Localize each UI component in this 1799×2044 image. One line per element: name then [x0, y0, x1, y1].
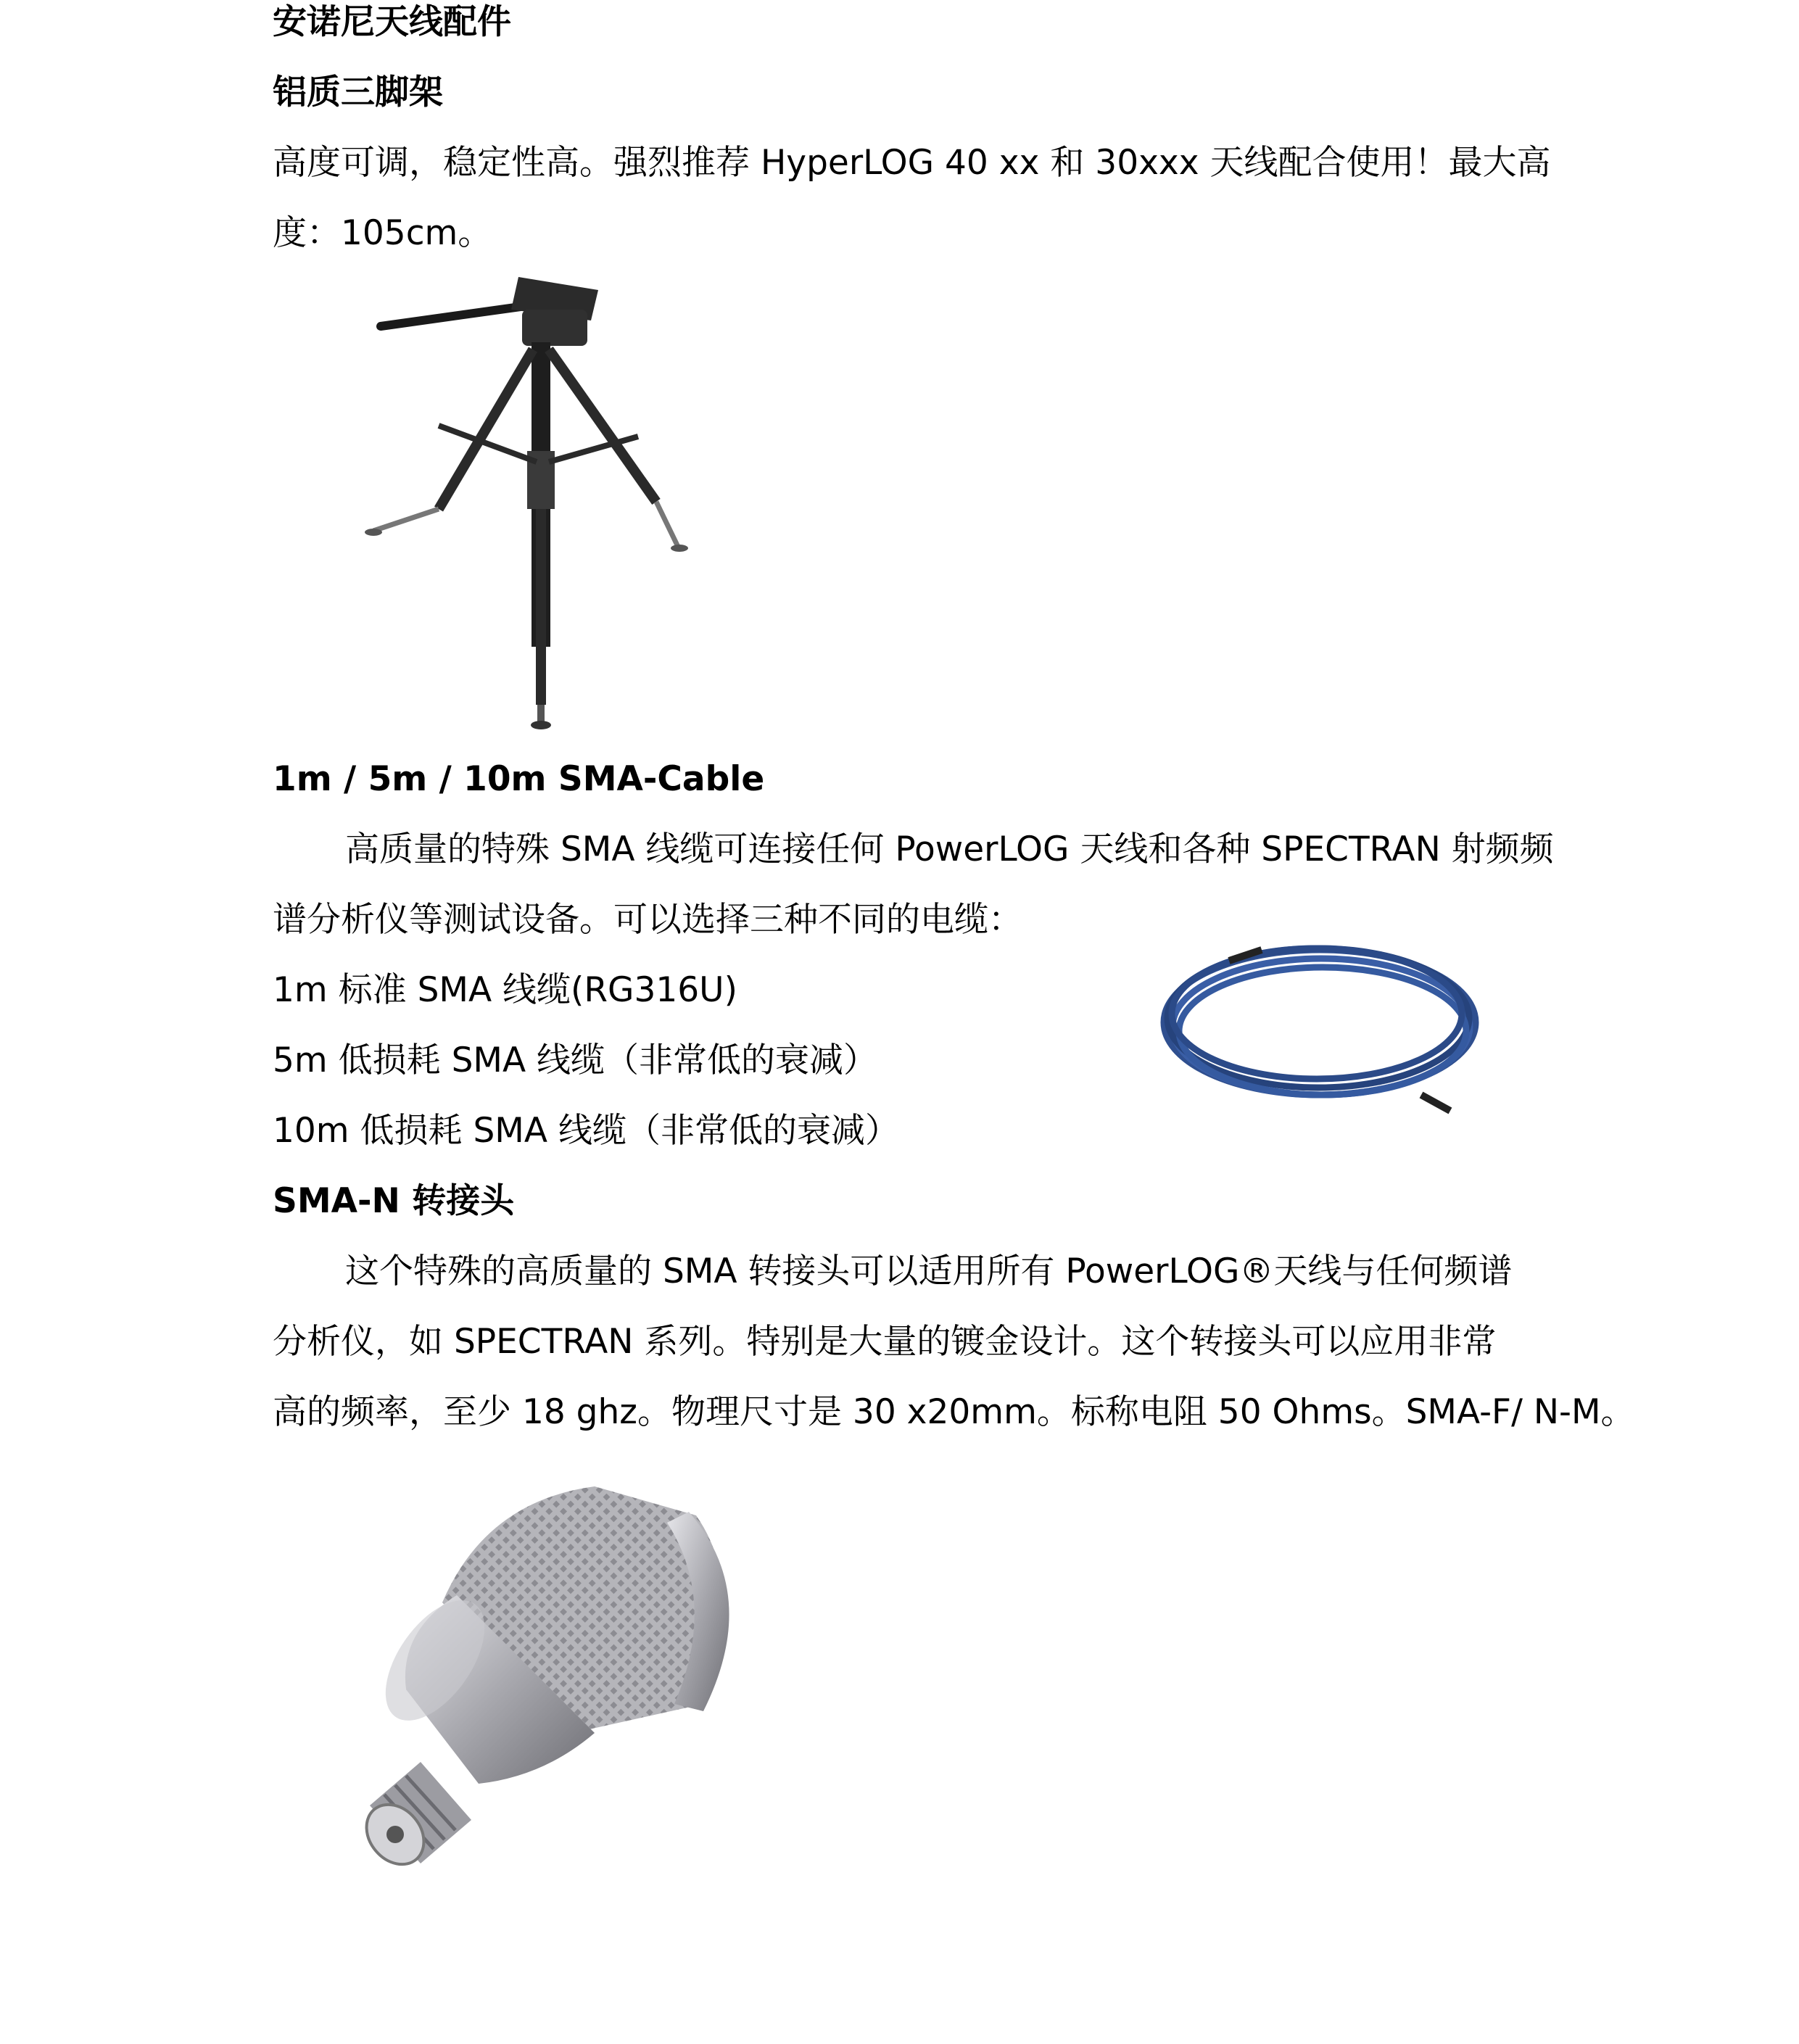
tripod-description-line-2: 度：105cm。 [273, 213, 492, 253]
cable-heading: 1m / 5m / 10m SMA-Cable [273, 759, 765, 799]
cable-image [1153, 921, 1486, 1117]
adapter-image [355, 1472, 761, 1892]
coiled-cable-illustration [1153, 921, 1486, 1117]
adapter-heading: SMA-N 转接头 [273, 1181, 515, 1221]
tripod-image [359, 270, 700, 734]
cable-option-10m: 10m 低损耗 SMA 线缆（非常低的衰减） [273, 1111, 899, 1151]
tripod-description-line-1: 高度可调，稳定性高。强烈推荐 HyperLOG 40 xx 和 30xxx 天线配合使用！最大高 [273, 143, 1551, 183]
cable-description-line-1: 高质量的特殊 SMA 线缆可连接任何 PowerLOG 天线和各种 SPECTRAN 射频频 [345, 829, 1554, 869]
tripod-illustration [359, 270, 700, 734]
adapter-description-line-3: 高的频率，至少 18 ghz。物理尺寸是 30 x20mm。标称电阻 50 Ohms。SMA-F/ N-M。 [273, 1392, 1635, 1432]
cable-description-line-2: 谱分析仪等测试设备。可以选择三种不同的电缆： [273, 900, 1022, 940]
adapter-description-line-2: 分析仪，如 SPECTRAN 系列。特别是大量的镀金设计。这个转接头可以应用非常 [273, 1322, 1497, 1362]
cable-option-1m: 1m 标准 SMA 线缆(RG316U) [273, 970, 737, 1010]
cable-option-5m: 5m 低损耗 SMA 线缆（非常低的衰减） [273, 1040, 878, 1080]
adapter-description-line-1: 这个特殊的高质量的 SMA 转接头可以适用所有 PowerLOG®天线与任何频谱 [345, 1251, 1513, 1291]
sma-n-adapter-illustration [355, 1472, 761, 1892]
tripod-heading: 铝质三脚架 [273, 73, 443, 112]
document-title: 安诺尼天线配件 [273, 2, 511, 42]
